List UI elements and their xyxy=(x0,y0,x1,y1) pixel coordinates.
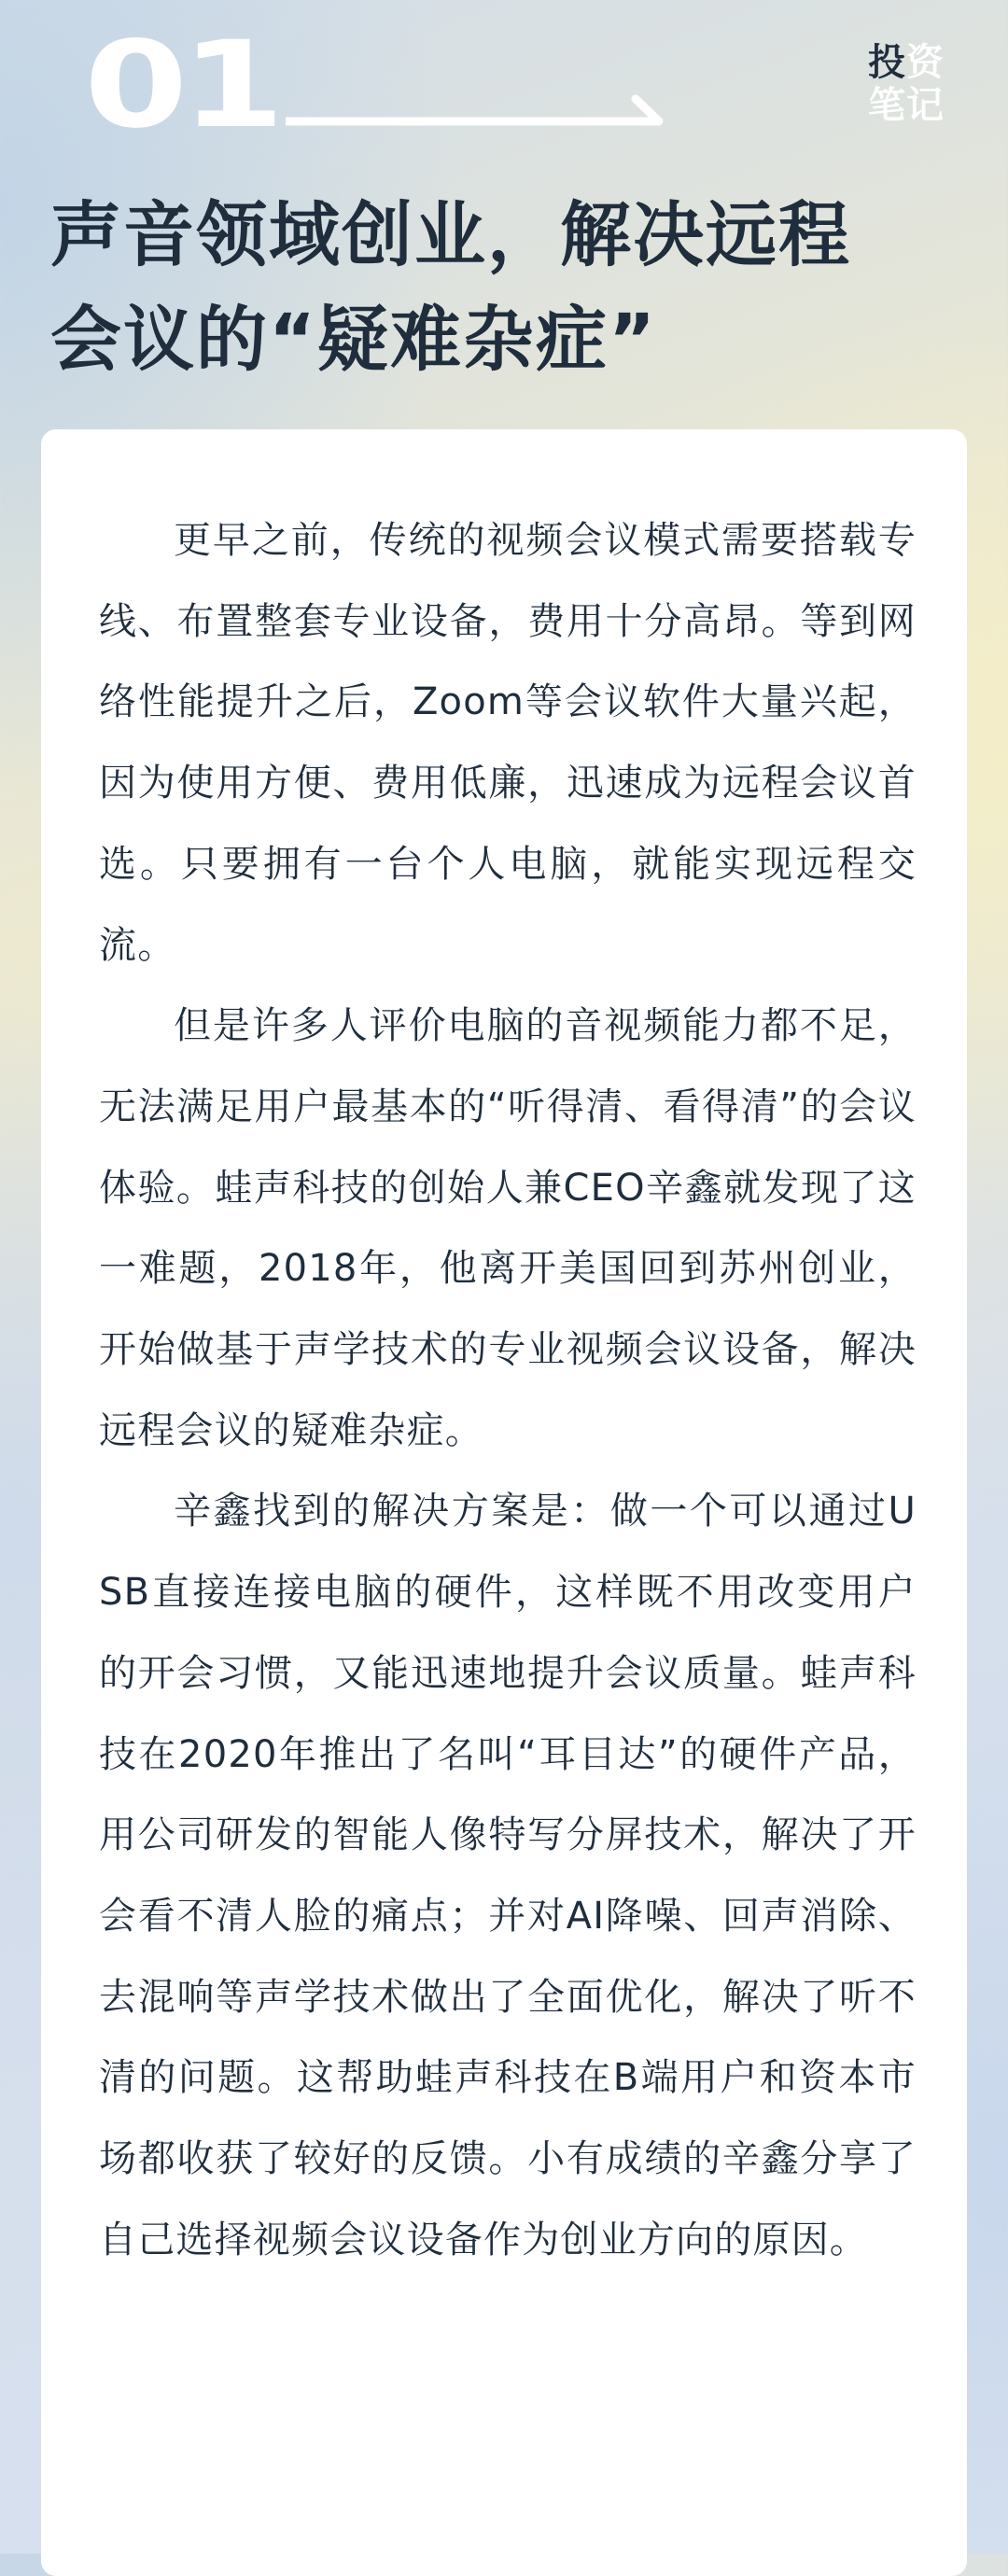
article-paragraph-3: 辛鑫找到的解决方案是：做一个可以通过USB直接连接电脑的硬件，这样既不用改变用户的开会习惯，又能迅速地提升会议质量。蛙声科技在2020年推出了名叫“耳目达”的硬件产品，用公司研发的智能人像特写分屏技术，解决了开会看不清人脸的痛点；并对AI降噪、回声消除、去混响等声学技术做出了全面优化，解决了听不清的问题。这帮助蛙声科技在B端用户和资本市场都收获了较好的反馈。小有成绩的辛鑫分享了自己选择视频会议设备作为创业方向的原因。 xyxy=(99,1490,917,2261)
page-title xyxy=(50,183,946,392)
arrow-right-icon xyxy=(286,90,678,136)
brand-logo xyxy=(868,41,961,127)
page-title-line-2: 会议的“疑难杂症” xyxy=(50,298,657,381)
brand-line-2: 笔记 xyxy=(868,84,945,127)
article-paragraph-1: 更早之前，传统的视频会议模式需要搭载专线、布置整套专业设备，费用十分高昂。等到网络性能提升之后，Zoom等会议软件大量兴起，因为使用方便、费用低廉，迅速成为远程会议首选。只要拥有一台个人电脑，就能实现远程交流。 xyxy=(99,519,917,967)
page-title-line-1: 声音领域创业，解决远程 xyxy=(50,193,851,276)
header xyxy=(0,0,1008,155)
article-card xyxy=(41,429,967,2576)
article-paragraph-2: 但是许多人评价电脑的音视频能力都不足，无法满足用户最基本的“听得清、看得清”的会议体验。蛙声科技的创始人兼CEO辛鑫就发现了这一难题，2018年，他离开美国回到苏州创业，开始做基于声学技术的专业视频会议设备，解决远程会议的疑难杂症。 xyxy=(99,1004,917,1452)
brand-char-light: 资 xyxy=(906,41,945,84)
section-number: 01 xyxy=(84,16,278,155)
brand-char-dark: 投 xyxy=(868,41,906,84)
